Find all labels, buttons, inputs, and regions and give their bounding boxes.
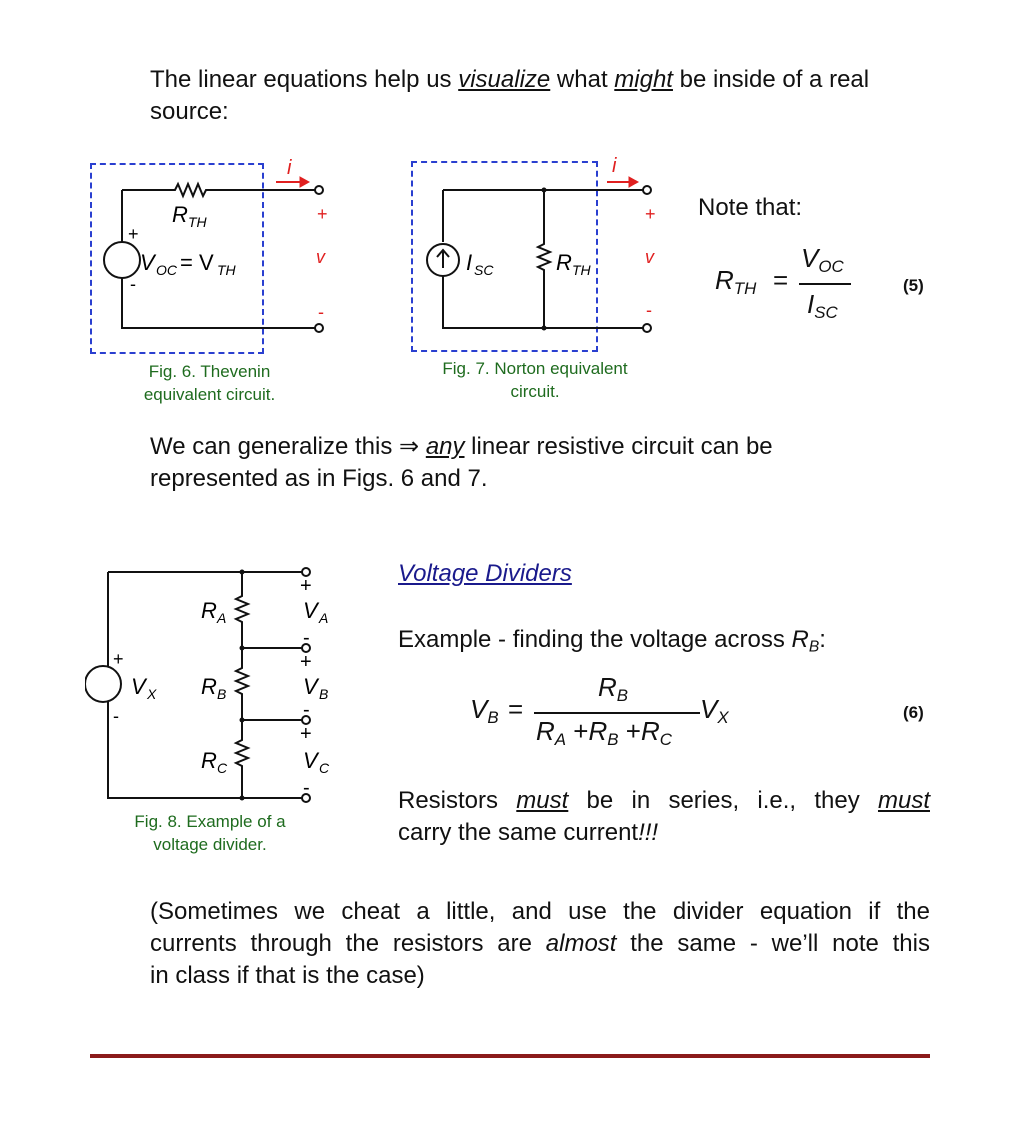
svg-text:R: R [201, 748, 217, 773]
svg-text:V: V [303, 748, 318, 773]
note-label: Note that: [698, 194, 803, 221]
might-emphasis: might [614, 66, 673, 93]
svg-text:-: - [318, 302, 324, 322]
svg-text:+: + [128, 224, 139, 244]
equation-5: $R_{TH}$ = $V_{OC}$ $I_{SC}$ [715, 243, 865, 333]
svg-text:R: R [172, 202, 188, 227]
svg-text:+: + [300, 651, 312, 673]
svg-text:+: + [113, 649, 124, 669]
svg-text:-: - [646, 300, 652, 320]
svg-text:i: i [287, 157, 292, 179]
svg-text:R: R [201, 674, 217, 699]
svg-text:C: C [217, 760, 228, 776]
svg-text:-: - [303, 627, 310, 649]
svg-text:A: A [217, 610, 227, 626]
fig6-thevenin-circuit [90, 150, 350, 360]
svg-text:SC: SC [474, 262, 494, 278]
equation-5-number: (5) [903, 276, 924, 295]
fig8-divider-circuit [85, 560, 345, 810]
svg-text:V: V [140, 250, 155, 275]
svg-text:-: - [130, 274, 136, 294]
generalize-paragraph: We can generalize this ⇒ any linear resistive circuit can be represented as in Figs. 6 and 7. [150, 433, 773, 492]
svg-text:X: X [147, 686, 157, 702]
fig8-caption: Fig. 8. Example of a voltage divider. [134, 812, 286, 854]
svg-text:OC: OC [156, 262, 177, 278]
voltage-dividers-heading: Voltage Dividers [398, 560, 572, 587]
fig6-caption: Fig. 6. Thevenin equivalent circuit. [143, 362, 276, 404]
svg-text:B: B [217, 686, 227, 702]
svg-text:I: I [466, 250, 473, 275]
visualize-emphasis: visualize [458, 66, 551, 93]
svg-text:TH: TH [188, 214, 207, 230]
svg-text:-: - [303, 699, 310, 721]
fig7-caption: Fig. 7. Norton equivalent circuit. [442, 359, 628, 401]
svg-text:R: R [201, 598, 217, 623]
svg-text:-: - [113, 706, 119, 726]
svg-text:v: v [645, 247, 654, 267]
svg-text:TH: TH [572, 262, 591, 278]
svg-text:V: V [303, 674, 318, 699]
svg-text:+: + [300, 575, 312, 597]
svg-text:B: B [319, 686, 329, 702]
series-paragraph: Resistors must be in series, i.e., they must carry the same current!!! [398, 787, 930, 846]
intro-paragraph: The linear equations help us visualize what might be inside of a real source: [150, 66, 870, 125]
fig7-norton-circuit [411, 150, 671, 360]
svg-text:V: V [131, 674, 146, 699]
footer-rule [90, 1054, 930, 1058]
svg-text:+: + [300, 723, 312, 745]
svg-text:+: + [317, 204, 328, 224]
implies-arrow: ⇒ [399, 433, 420, 460]
svg-text:v: v [316, 247, 325, 267]
equation-6-number: (6) [903, 703, 924, 722]
svg-text:+: + [645, 204, 656, 224]
svg-text:TH: TH [217, 262, 236, 278]
equation-6: $V_B$ = $R_B$ $R_A +R_B +R_C$ $V_X$ [470, 672, 729, 750]
svg-text:V: V [303, 598, 318, 623]
svg-text:= V: = V [180, 250, 214, 275]
closing-paragraph: (Sometimes we cheat a little, and use the divider equation if the currents through the resistors are almost the same - we’ll note this in class if that is the case) [150, 898, 930, 989]
svg-text:i: i [612, 155, 617, 177]
svg-text:-: - [303, 777, 310, 799]
svg-text:A: A [319, 610, 329, 626]
svg-text:C: C [319, 760, 330, 776]
example-text: Example - finding the voltage across $R_B$: [398, 626, 826, 656]
svg-text:R: R [556, 250, 572, 275]
